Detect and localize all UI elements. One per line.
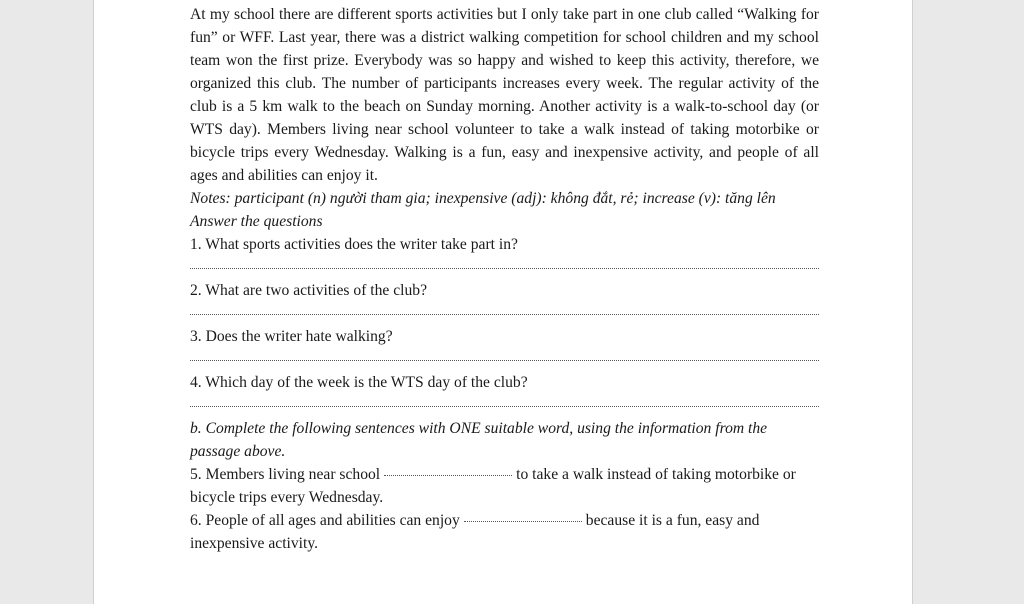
section-a-heading: Answer the questions: [190, 213, 323, 230]
answer-line-2[interactable]: [190, 302, 819, 325]
answer-line-4[interactable]: [190, 394, 819, 417]
blank-6[interactable]: [464, 521, 582, 522]
sentence-6-after: because it is a fun, easy and inexpensive activity.: [190, 512, 760, 552]
reading-passage: At my school there are different sports activities but I only take part in one club called “Walking for fun” or WFF. Last year, there was a district walking competition for school children and my school team won the first prize. Everybody was so happy and wished to keep this activity, therefore, we organized this club. The number of participants increases every week. The regular activity of the club is a 5 km walk to the beach on Sunday morning. Another activity is a walk-to-school day (or WTS day). Members living near school volunteer to take a walk instead of taking motorbike or bicycle trips every Wednesday. Walking is a fun, easy and inexpensive activity, and people of all ages and abilities can enjoy it.: [190, 6, 819, 184]
answer-line-1[interactable]: [190, 256, 819, 279]
blank-5[interactable]: [384, 475, 512, 476]
question-2: 2. What are two activities of the club?: [190, 282, 427, 299]
section-b-heading: b. Complete the following sentences with ONE suitable word, using the information from the passage above.: [190, 420, 768, 460]
sentence-5: [190, 463, 819, 509]
sentence-6: [190, 509, 819, 555]
answer-line-3[interactable]: [190, 348, 819, 371]
sentence-5-after: to take a walk instead of taking motorbike or bicycle trips every Wednesday.: [190, 466, 796, 506]
document-page: [93, 0, 913, 604]
sentence-5-before: 5. Members living near school: [190, 466, 381, 483]
question-3: 3. Does the writer hate walking?: [190, 328, 393, 345]
document-content: [190, 3, 819, 555]
question-4: 4. Which day of the week is the WTS day of the club?: [190, 374, 528, 391]
vocabulary-notes: Notes: participant (n) người tham gia; inexpensive (adj): không đắt, rẻ; increase (v): tăng lên: [190, 190, 776, 207]
question-1: 1. What sports activities does the writer take part in?: [190, 236, 518, 253]
sentence-6-before: 6. People of all ages and abilities can enjoy: [190, 512, 460, 529]
